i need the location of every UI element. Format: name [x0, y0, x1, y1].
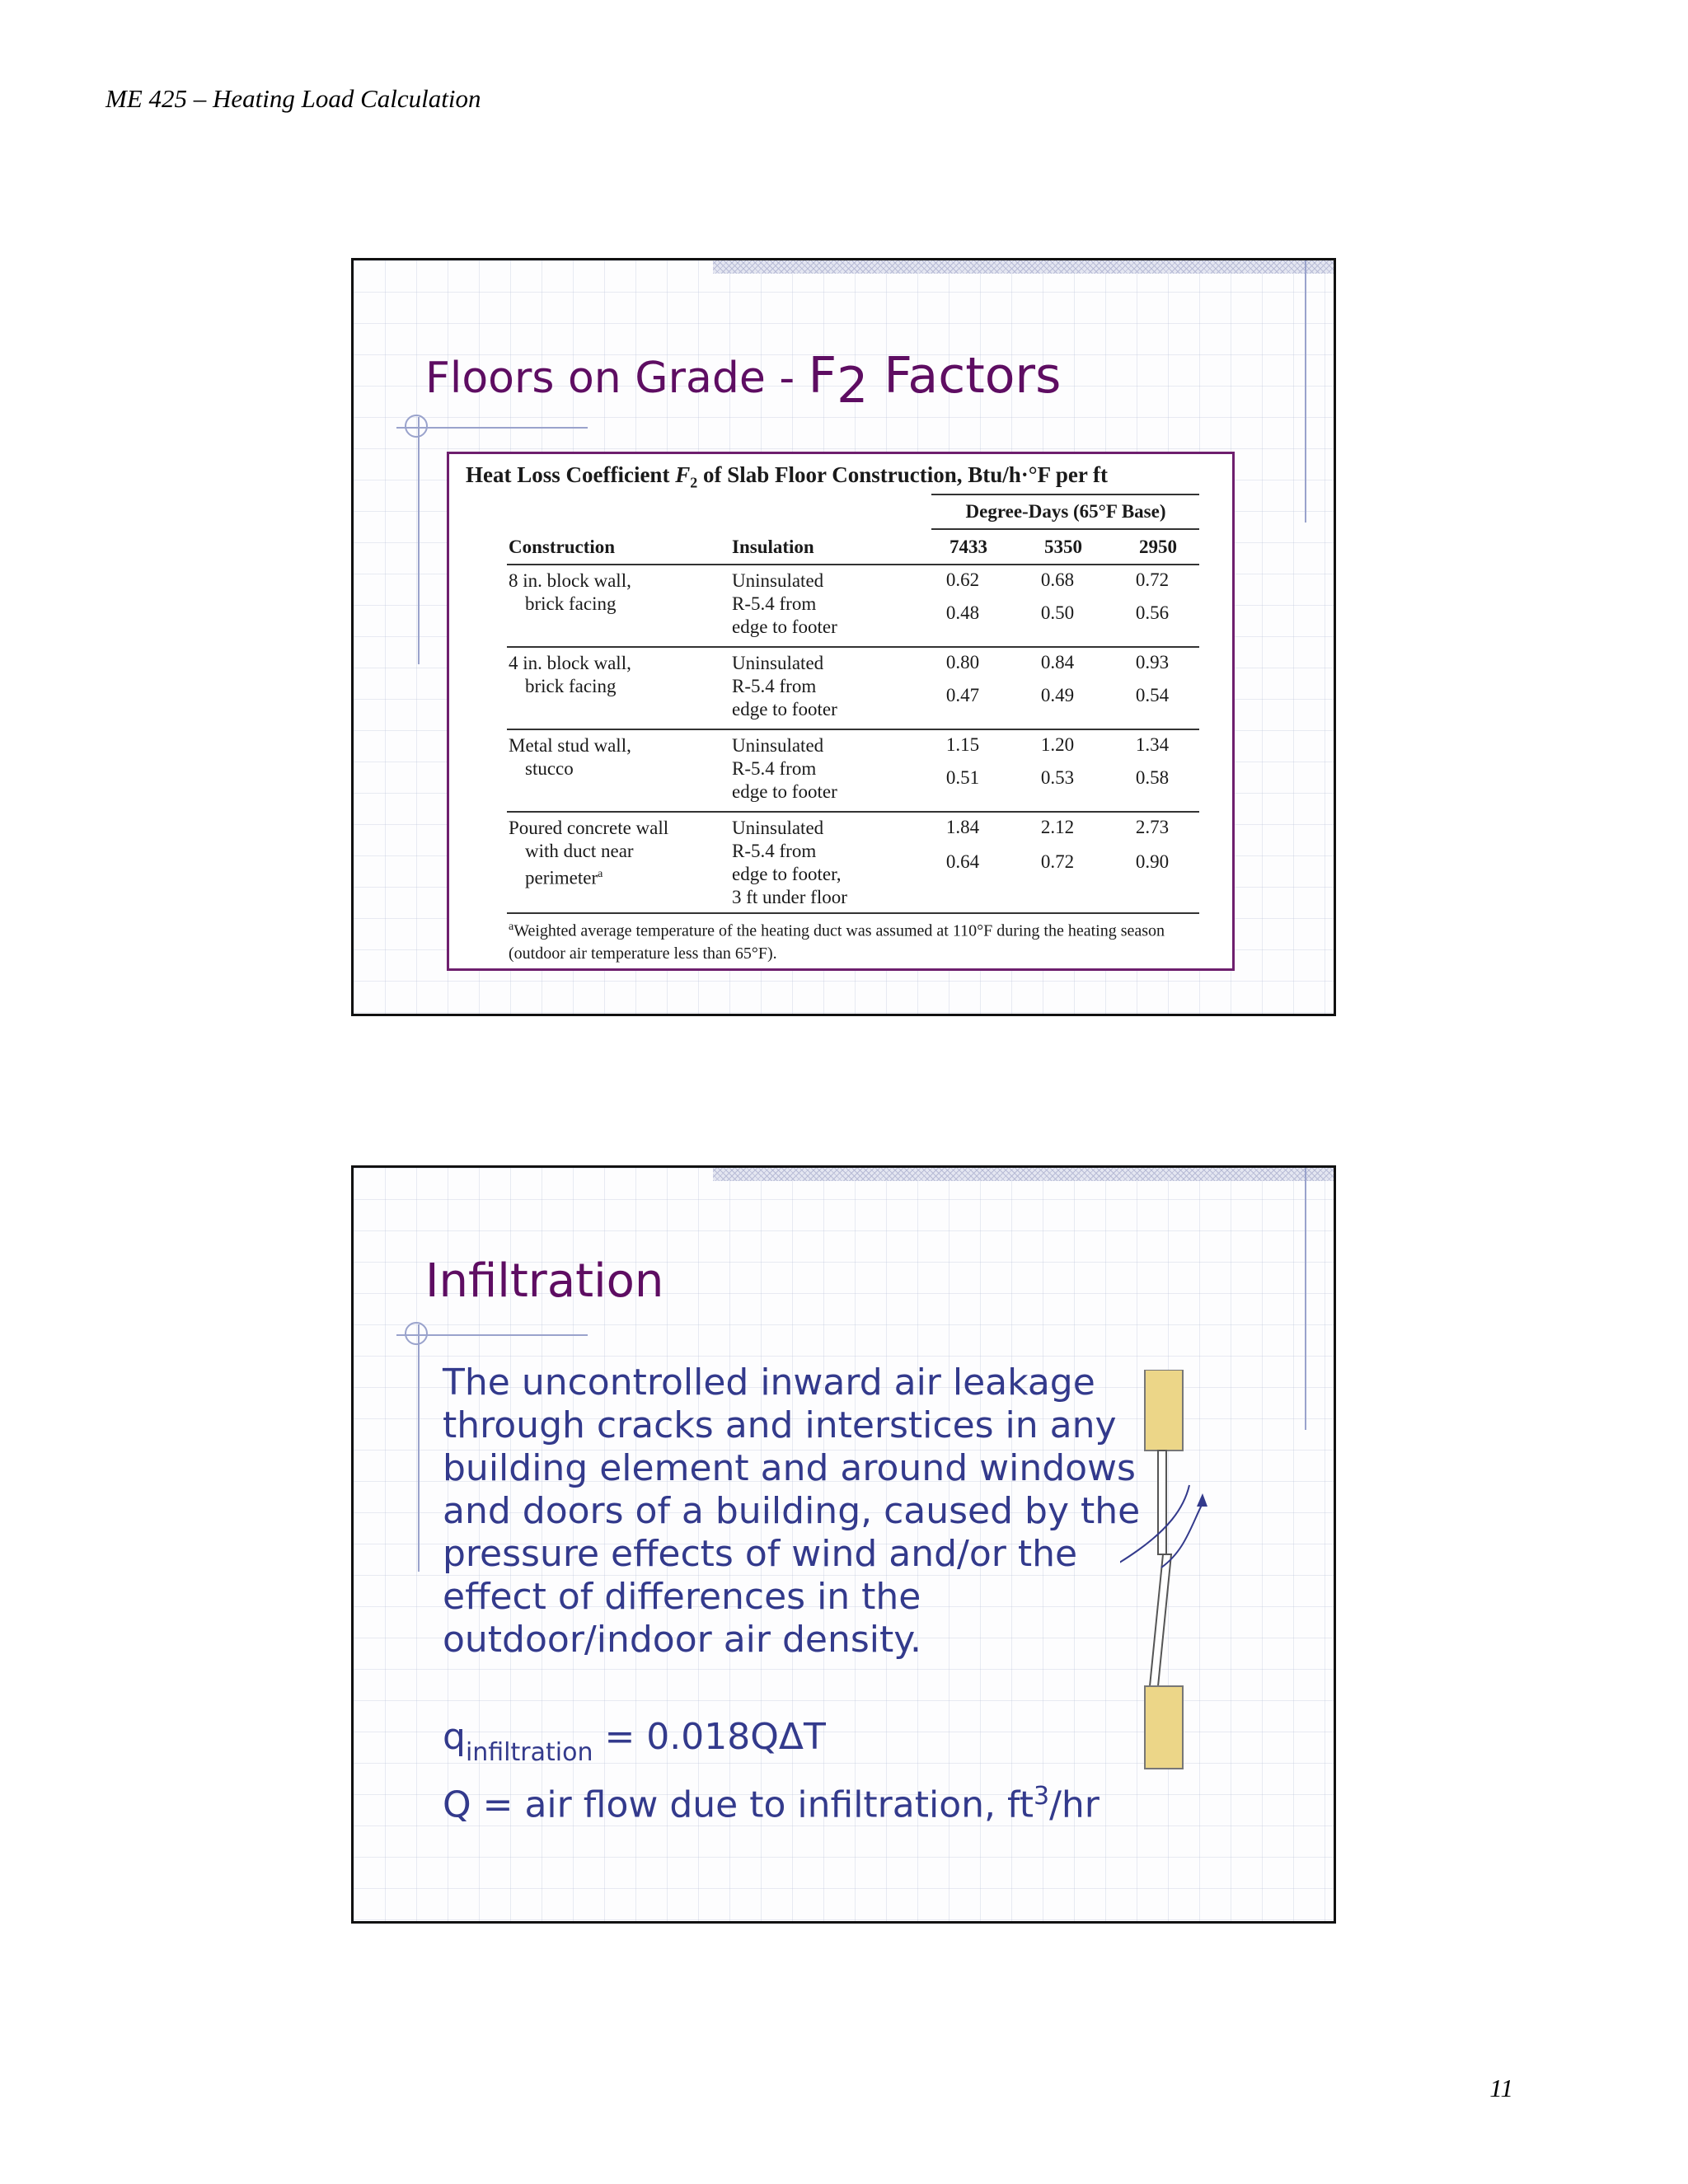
table-cell-insulation: edge to footer: [732, 699, 837, 719]
table-cell-value: 0.48: [945, 602, 980, 623]
table-cell-insulation: R-5.4 from: [732, 676, 817, 696]
table-cell-insulation: R-5.4 from: [732, 593, 817, 614]
table-cell-value: 0.47: [945, 685, 980, 705]
window-frame-bottom-icon: [1145, 1686, 1183, 1769]
airflow-superscript: 3: [1033, 1782, 1050, 1811]
equation-symbol: q: [443, 1716, 466, 1758]
table-cell-value: 1.20: [1040, 734, 1075, 755]
table-cell-insulation: Uninsulated: [732, 570, 824, 591]
table-cell-text: perimeter: [525, 867, 598, 888]
airflow-suffix: /hr: [1049, 1783, 1100, 1826]
table-title-symbol: F: [675, 462, 691, 487]
hatch-band: [713, 260, 1334, 274]
slide-title-symbol: F: [808, 347, 837, 405]
table-cell-insulation: R-5.4 from: [732, 841, 817, 861]
table-cell-value: 1.34: [1135, 734, 1170, 755]
table-rule: [931, 528, 1199, 530]
table-cell-insulation: edge to footer: [732, 616, 837, 637]
table-cell-value: 0.80: [945, 652, 980, 673]
table-cell-insulation: edge to footer: [732, 781, 837, 802]
footnote-marker: a: [509, 921, 514, 933]
table-cell-insulation: Uninsulated: [732, 653, 824, 673]
table-cell-construction: Poured concrete wall: [509, 818, 669, 838]
table-cell-construction: Metal stud wall,: [509, 735, 631, 756]
slide-title-subscript: 2: [837, 357, 869, 415]
table-cell-value: 0.49: [1040, 685, 1075, 705]
table-cell-value: 2.12: [1040, 817, 1075, 837]
slide-title-suffix: Factors: [868, 347, 1062, 405]
page-number: 11: [1489, 2074, 1513, 2102]
table-cell-value: 0.90: [1135, 851, 1170, 872]
table-title-subscript: 2: [690, 474, 698, 491]
table-cell-value: 2.73: [1135, 817, 1170, 837]
table-cell-value: 0.58: [1135, 767, 1170, 788]
table-rule: [507, 912, 1199, 914]
window-infiltration-diagram: [1120, 1370, 1277, 1782]
col-header-insulation: Insulation: [732, 537, 814, 557]
table-rule: [507, 564, 1199, 565]
col-header-construction: Construction: [509, 537, 616, 557]
slide-floors-on-grade: [351, 258, 1336, 1016]
table-cell-insulation: Uninsulated: [732, 818, 824, 838]
infiltration-definition: The uncontrolled inward air leakage through cracks and interstices in any building element and around windows and doors of a building, caused by the pressure effects of wind and/or the effect of differences in the outdoor/indoor air density.: [443, 1361, 1141, 1661]
equation-subscript: infiltration: [465, 1738, 593, 1767]
col-header-dd-2: 5350: [1044, 537, 1082, 557]
table-cell-construction: 4 in. block wall,: [509, 653, 631, 673]
arrowhead-icon: [1197, 1493, 1207, 1507]
table-cell-construction: stucco: [525, 758, 574, 779]
page-header: ME 425 – Heating Load Calculation: [106, 84, 481, 113]
decor-vertical-line: [1305, 1168, 1306, 1430]
footnote-marker: a: [598, 868, 603, 880]
table-cell-value: 0.93: [1135, 652, 1170, 673]
table-cell-construction: 8 in. block wall,: [509, 570, 631, 591]
table-cell-value: 0.64: [945, 851, 980, 872]
table-cell-value: 0.68: [1040, 569, 1075, 590]
infiltration-equation: [443, 1716, 826, 1767]
slide-title-prefix: Floors on Grade -: [425, 354, 809, 403]
table-cell-construction: brick facing: [525, 676, 617, 696]
slide-infiltration: [351, 1165, 1336, 1924]
table-cell-value: 0.72: [1135, 569, 1170, 590]
table-cell-value: 1.84: [945, 817, 980, 837]
table-title: [466, 462, 1108, 491]
decor-circle-icon: [405, 415, 428, 438]
table-cell-value: 0.50: [1040, 602, 1075, 623]
table-cell-value: 0.72: [1040, 851, 1075, 872]
table-cell-insulation: edge to footer,: [732, 864, 842, 884]
degree-days-header: Degree-Days (65°F Base): [965, 501, 1166, 522]
table-cell-value: 0.56: [1135, 602, 1170, 623]
airflow-definition: [443, 1782, 1100, 1826]
table-rule: [931, 494, 1199, 495]
table-cell-construction: with duct near: [525, 841, 634, 861]
table-cell-construction: [525, 863, 603, 890]
table-title-text: Heat Loss Coefficient: [466, 462, 676, 487]
table-rule: [507, 729, 1199, 730]
table-cell-value: 0.51: [945, 767, 980, 788]
table-cell-insulation: 3 ft under floor: [732, 887, 847, 907]
table-cell-value: 1.15: [945, 734, 980, 755]
table-cell-value: 0.54: [1135, 685, 1170, 705]
airflow-text: Q = air flow due to infiltration, ft: [443, 1783, 1034, 1826]
slide-title: Infiltration: [425, 1254, 664, 1308]
table-cell-value: 0.84: [1040, 652, 1075, 673]
table-cell-value: 0.62: [945, 569, 980, 590]
equation-rhs: = 0.018QΔT: [593, 1716, 826, 1758]
f2-factor-table: [447, 452, 1235, 971]
table-title-text: of Slab Floor Construction, Btu/h·°F per ft: [697, 462, 1109, 487]
decor-vertical-line: [418, 1324, 420, 1572]
window-sash-open-icon: [1150, 1554, 1171, 1686]
table-cell-insulation: Uninsulated: [732, 735, 824, 756]
table-rule: [507, 811, 1199, 813]
table-cell-value: 0.53: [1040, 767, 1075, 788]
slide-title: [425, 347, 1061, 415]
col-header-dd-3: 2950: [1139, 537, 1177, 557]
table-cell-construction: brick facing: [525, 593, 617, 614]
window-sash-top-icon: [1158, 1451, 1166, 1554]
decor-circle-icon: [405, 1322, 428, 1345]
table-footnote: [509, 916, 1217, 965]
decor-vertical-line: [1305, 260, 1306, 523]
col-header-dd-1: 7433: [950, 537, 987, 557]
hatch-band: [713, 1168, 1334, 1181]
table-cell-insulation: R-5.4 from: [732, 758, 817, 779]
footnote-text: Weighted average temperature of the heating duct was assumed at 110°F during the heating season (outdoor air temperature less than 65°F).: [509, 921, 1165, 963]
window-frame-top-icon: [1145, 1370, 1183, 1451]
decor-vertical-line: [418, 417, 420, 664]
table-rule: [507, 646, 1199, 648]
